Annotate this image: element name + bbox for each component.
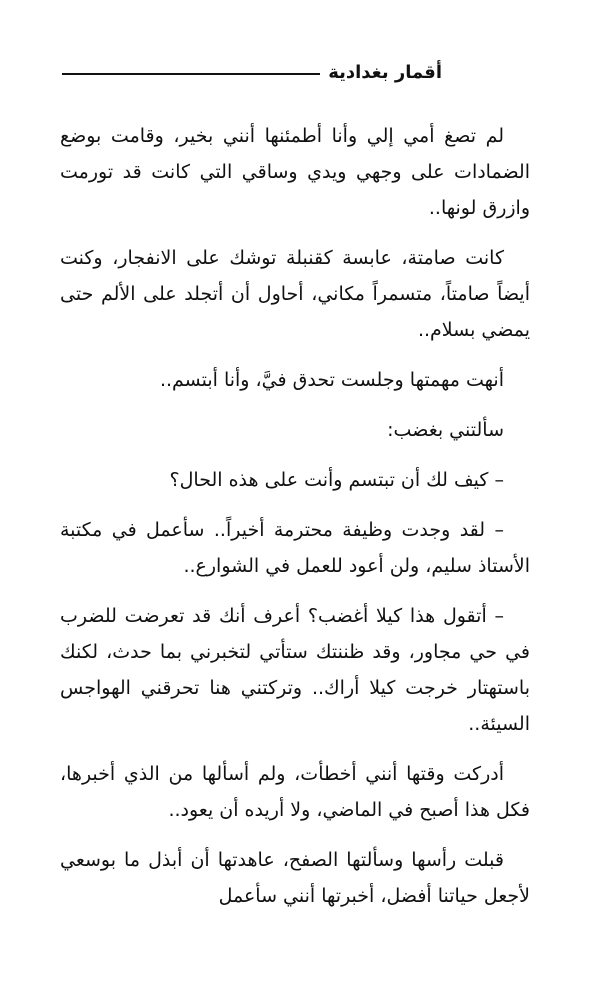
running-header (62, 58, 442, 88)
dialogue-line: – أتقول هذا كيلا أغضب؟ أعرف أنك قد تعرضت للضرب في حي مجاور، وقد ظننتك ستأتي لتخبرني بما حدث، لكنك باستهتار خرجت كيلا أراك.. وتركتني هنا تحرقني الهواجس السيئة.. (60, 605, 530, 735)
paragraph: لم تصغ أمي إلي وأنا أطمئنها أنني بخير، وقامت بوضع الضمادات على وجهي ويدي وساقي التي كانت قد تورمت وازرق لونها.. (60, 125, 530, 219)
body-text (60, 118, 530, 928)
paragraph: قبلت رأسها وسألتها الصفح، عاهدتها أن أبذل ما بوسعي لأجعل حياتنا أفضل، أخبرتها أنني سأعمل (60, 849, 530, 907)
dialogue-line: – لقد وجدت وظيفة محترمة أخيراً.. سأعمل في مكتبة الأستاذ سليم، ولن أعود للعمل في الشوارع.. (60, 519, 530, 577)
paragraph: كانت صامتة، عابسة كقنبلة توشك على الانفجار، وكنت أيضاً صامتاً، متسمراً مكاني، أحاول أن أتجلد على الألم حتى يمضي بسلام.. (60, 247, 530, 341)
dialogue-line: – كيف لك أن تبتسم وأنت على هذه الحال؟ (169, 469, 504, 491)
paragraph: أدركت وقتها أنني أخطأت، ولم أسألها من الذي أخبرها، فكل هذا أصبح في الماضي، ولا أريده أن يعود.. (60, 763, 530, 821)
running-title: أقمار بغدادية (328, 62, 442, 83)
header-rule (62, 73, 320, 75)
paragraph: أنهت مهمتها وجلست تحدق فيَّ، وأنا أبتسم.. (159, 369, 504, 391)
paragraph: سألتني بغضب: (387, 419, 504, 441)
